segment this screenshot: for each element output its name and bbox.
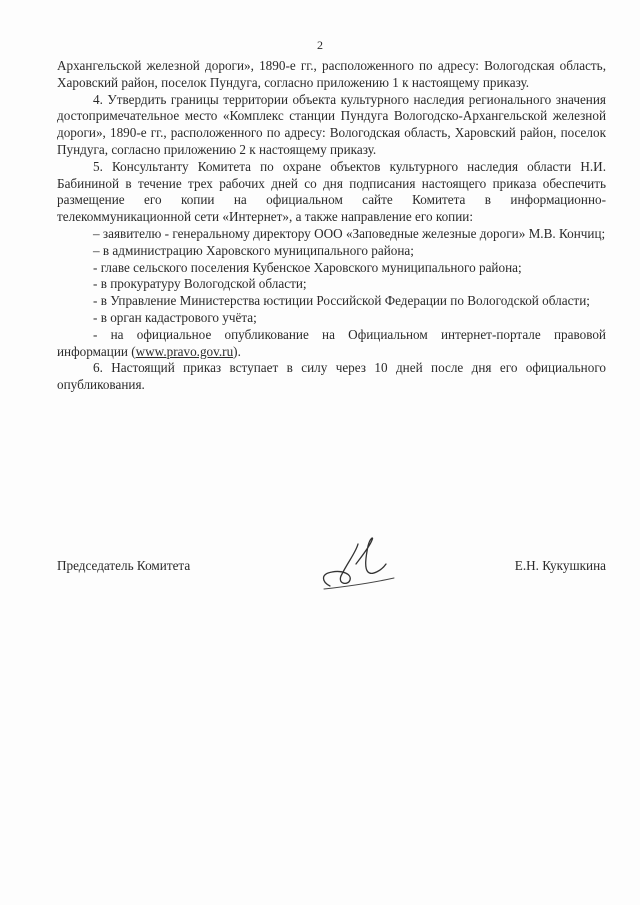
paragraph-item-6: 6. Настоящий приказ вступает в силу через 10 дней после дня его официального опубликования. xyxy=(57,360,606,393)
signatory-name: Е.Н. Кукушкина xyxy=(514,558,606,573)
signatory-title: Председатель Комитета xyxy=(57,558,191,573)
signature-block xyxy=(57,554,606,594)
document-body xyxy=(57,58,606,394)
paragraph-item-4: 4. Утвердить границы территории объекта культурного наследия регионального значения достопримечательное место «Комплекс станции Пундуга Вологодско-Архангельской железной дороги», 1890-е гг., расположенного по адресу: Вологодская область, Харовский район, поселок Пундуга, согласно приложению 2 к настоящему приказу. xyxy=(57,91,606,157)
list-item-recipient-4: - в прокуратуру Вологодской области; xyxy=(93,276,307,292)
paragraph-item-5: 5. Консультанту Комитета по охране объектов культурного наследия области Н.И. Бабининой в течение трех рабочих дней со дня подписания настоящего приказа обеспечить размещение его копии на официальном сайте Комитета в информационно-телекоммуникационной сети «Интернет», а также направление его копии: xyxy=(57,158,606,225)
list-item-text: - на официальное опубликование на Официальном интернет-портале правовой информации ( xyxy=(57,326,606,359)
paragraph-continuation: Архангельской железной дороги», 1890-е гг., расположенного по адресу: Вологодская область, Харовский район, поселок Пундуга, согласно приложению 1 к настоящему приказу. xyxy=(57,58,606,90)
handwritten-signature xyxy=(312,534,402,594)
list-item-recipient-6: - в орган кадастрового учёта; xyxy=(93,309,257,325)
list-item-recipient-2: – в администрацию Харовского муниципального района; xyxy=(93,242,414,258)
list-item-recipient-3: - главе сельского поселения Кубенское Харовского муниципального района; xyxy=(93,259,522,275)
list-item-recipient-5: - в Управление Министерства юстиции Российской Федерации по Вологодской области; xyxy=(93,293,590,309)
list-item-recipient-7 xyxy=(57,327,606,361)
list-item-recipient-1: – заявителю - генеральному директору ООО «Заповедные железные дороги» М.В. Кончиц; xyxy=(93,225,606,241)
list-item-suffix: ). xyxy=(233,343,241,359)
pravo-link[interactable]: www.pravo.gov.ru xyxy=(135,343,234,359)
page-number: 2 xyxy=(317,38,323,52)
